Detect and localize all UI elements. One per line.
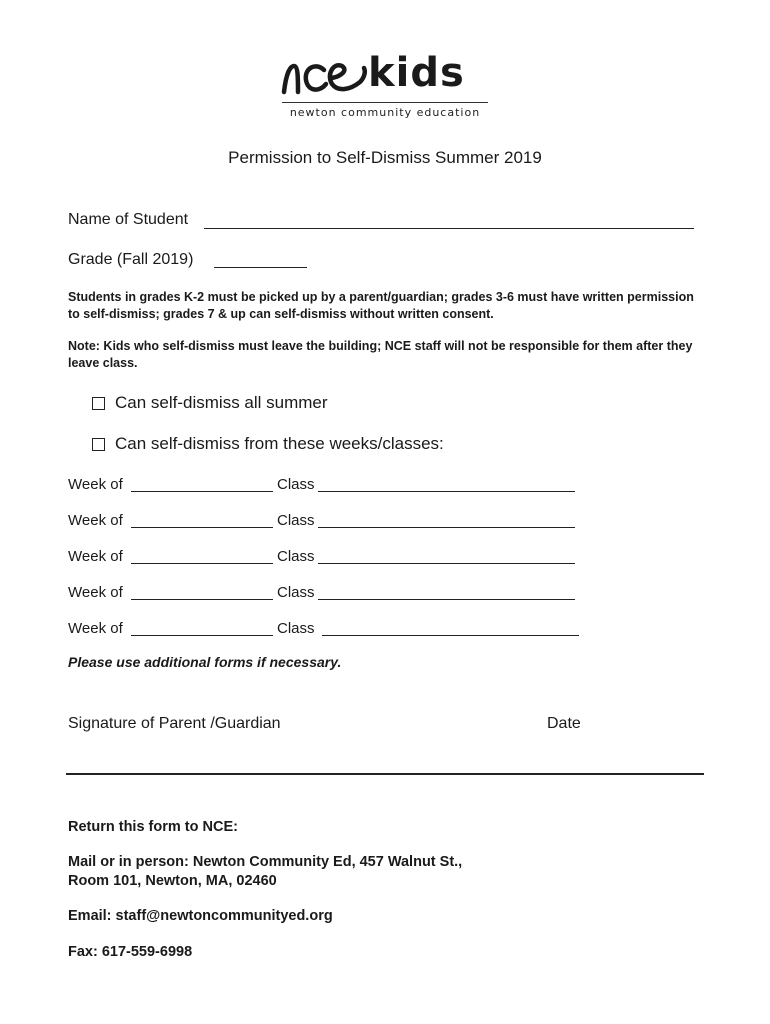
email-contact: Email: staff@newtoncommunityed.org bbox=[68, 908, 333, 924]
class-label: Class bbox=[277, 584, 315, 601]
logo-divider bbox=[282, 102, 488, 103]
class-label: Class bbox=[277, 620, 315, 637]
grade-label: Grade (Fall 2019) bbox=[68, 251, 194, 268]
signature-date-field[interactable] bbox=[66, 773, 704, 775]
week-of-field[interactable] bbox=[131, 527, 273, 528]
class-field[interactable] bbox=[318, 491, 575, 492]
name-of-student-field[interactable] bbox=[204, 228, 694, 229]
week-of-field[interactable] bbox=[131, 563, 273, 564]
week-class-row bbox=[68, 476, 588, 496]
nce-kids-logo bbox=[280, 46, 490, 126]
week-of-label: Week of bbox=[68, 620, 123, 637]
option-weeks-classes[interactable] bbox=[92, 434, 444, 454]
additional-forms-note: Please use additional forms if necessary. bbox=[68, 654, 342, 670]
week-of-field[interactable] bbox=[131, 635, 273, 636]
fax-contact: Fax: 617-559-6998 bbox=[68, 944, 193, 960]
week-class-row bbox=[68, 512, 588, 532]
nce-script-logo-mark bbox=[280, 52, 370, 98]
weeks-classes-checkbox[interactable] bbox=[92, 438, 105, 451]
logo-subtitle: newton community education bbox=[289, 106, 481, 119]
class-field[interactable] bbox=[318, 563, 575, 564]
mail-address-line-2: Room 101, Newton, MA, 02460 bbox=[68, 873, 277, 889]
week-of-label: Week of bbox=[68, 512, 123, 529]
rules-paragraph: Students in grades K-2 must be picked up by a parent/guardian; grades 3-6 must have written permission to self-dismiss; grades 7 & up can self-dismiss without written consent. bbox=[68, 290, 694, 321]
class-label: Class bbox=[277, 512, 315, 529]
note-paragraph: Note: Kids who self-dismiss must leave the building; NCE staff will not be responsible for them after they leave class. bbox=[68, 339, 693, 370]
week-of-field[interactable] bbox=[131, 599, 273, 600]
class-label: Class bbox=[277, 476, 315, 493]
week-of-label: Week of bbox=[68, 476, 123, 493]
return-heading: Return this form to NCE: bbox=[68, 819, 238, 835]
week-of-label: Week of bbox=[68, 548, 123, 565]
signature-label: Signature of Parent /Guardian bbox=[68, 715, 281, 732]
all-summer-checkbox[interactable] bbox=[92, 397, 105, 410]
week-class-row bbox=[68, 620, 588, 640]
week-of-field[interactable] bbox=[131, 491, 273, 492]
date-label: Date bbox=[547, 715, 581, 732]
class-field[interactable] bbox=[322, 635, 579, 636]
week-of-label: Week of bbox=[68, 584, 123, 601]
mail-address-line-1: Mail or in person: Newton Community Ed, 457 Walnut St., bbox=[68, 854, 463, 870]
all-summer-label: Can self-dismiss all summer bbox=[115, 393, 328, 412]
form-title: Permission to Self-Dismiss Summer 2019 bbox=[228, 148, 542, 167]
logo-kids-text: kids bbox=[368, 50, 465, 96]
weeks-classes-label: Can self-dismiss from these weeks/classes: bbox=[115, 434, 444, 453]
class-field[interactable] bbox=[318, 527, 575, 528]
option-all-summer[interactable] bbox=[92, 393, 328, 413]
class-field[interactable] bbox=[318, 599, 575, 600]
week-class-row bbox=[68, 548, 588, 568]
name-of-student-label: Name of Student bbox=[68, 211, 189, 228]
class-label: Class bbox=[277, 548, 315, 565]
grade-field[interactable] bbox=[214, 267, 307, 268]
week-class-row bbox=[68, 584, 588, 604]
